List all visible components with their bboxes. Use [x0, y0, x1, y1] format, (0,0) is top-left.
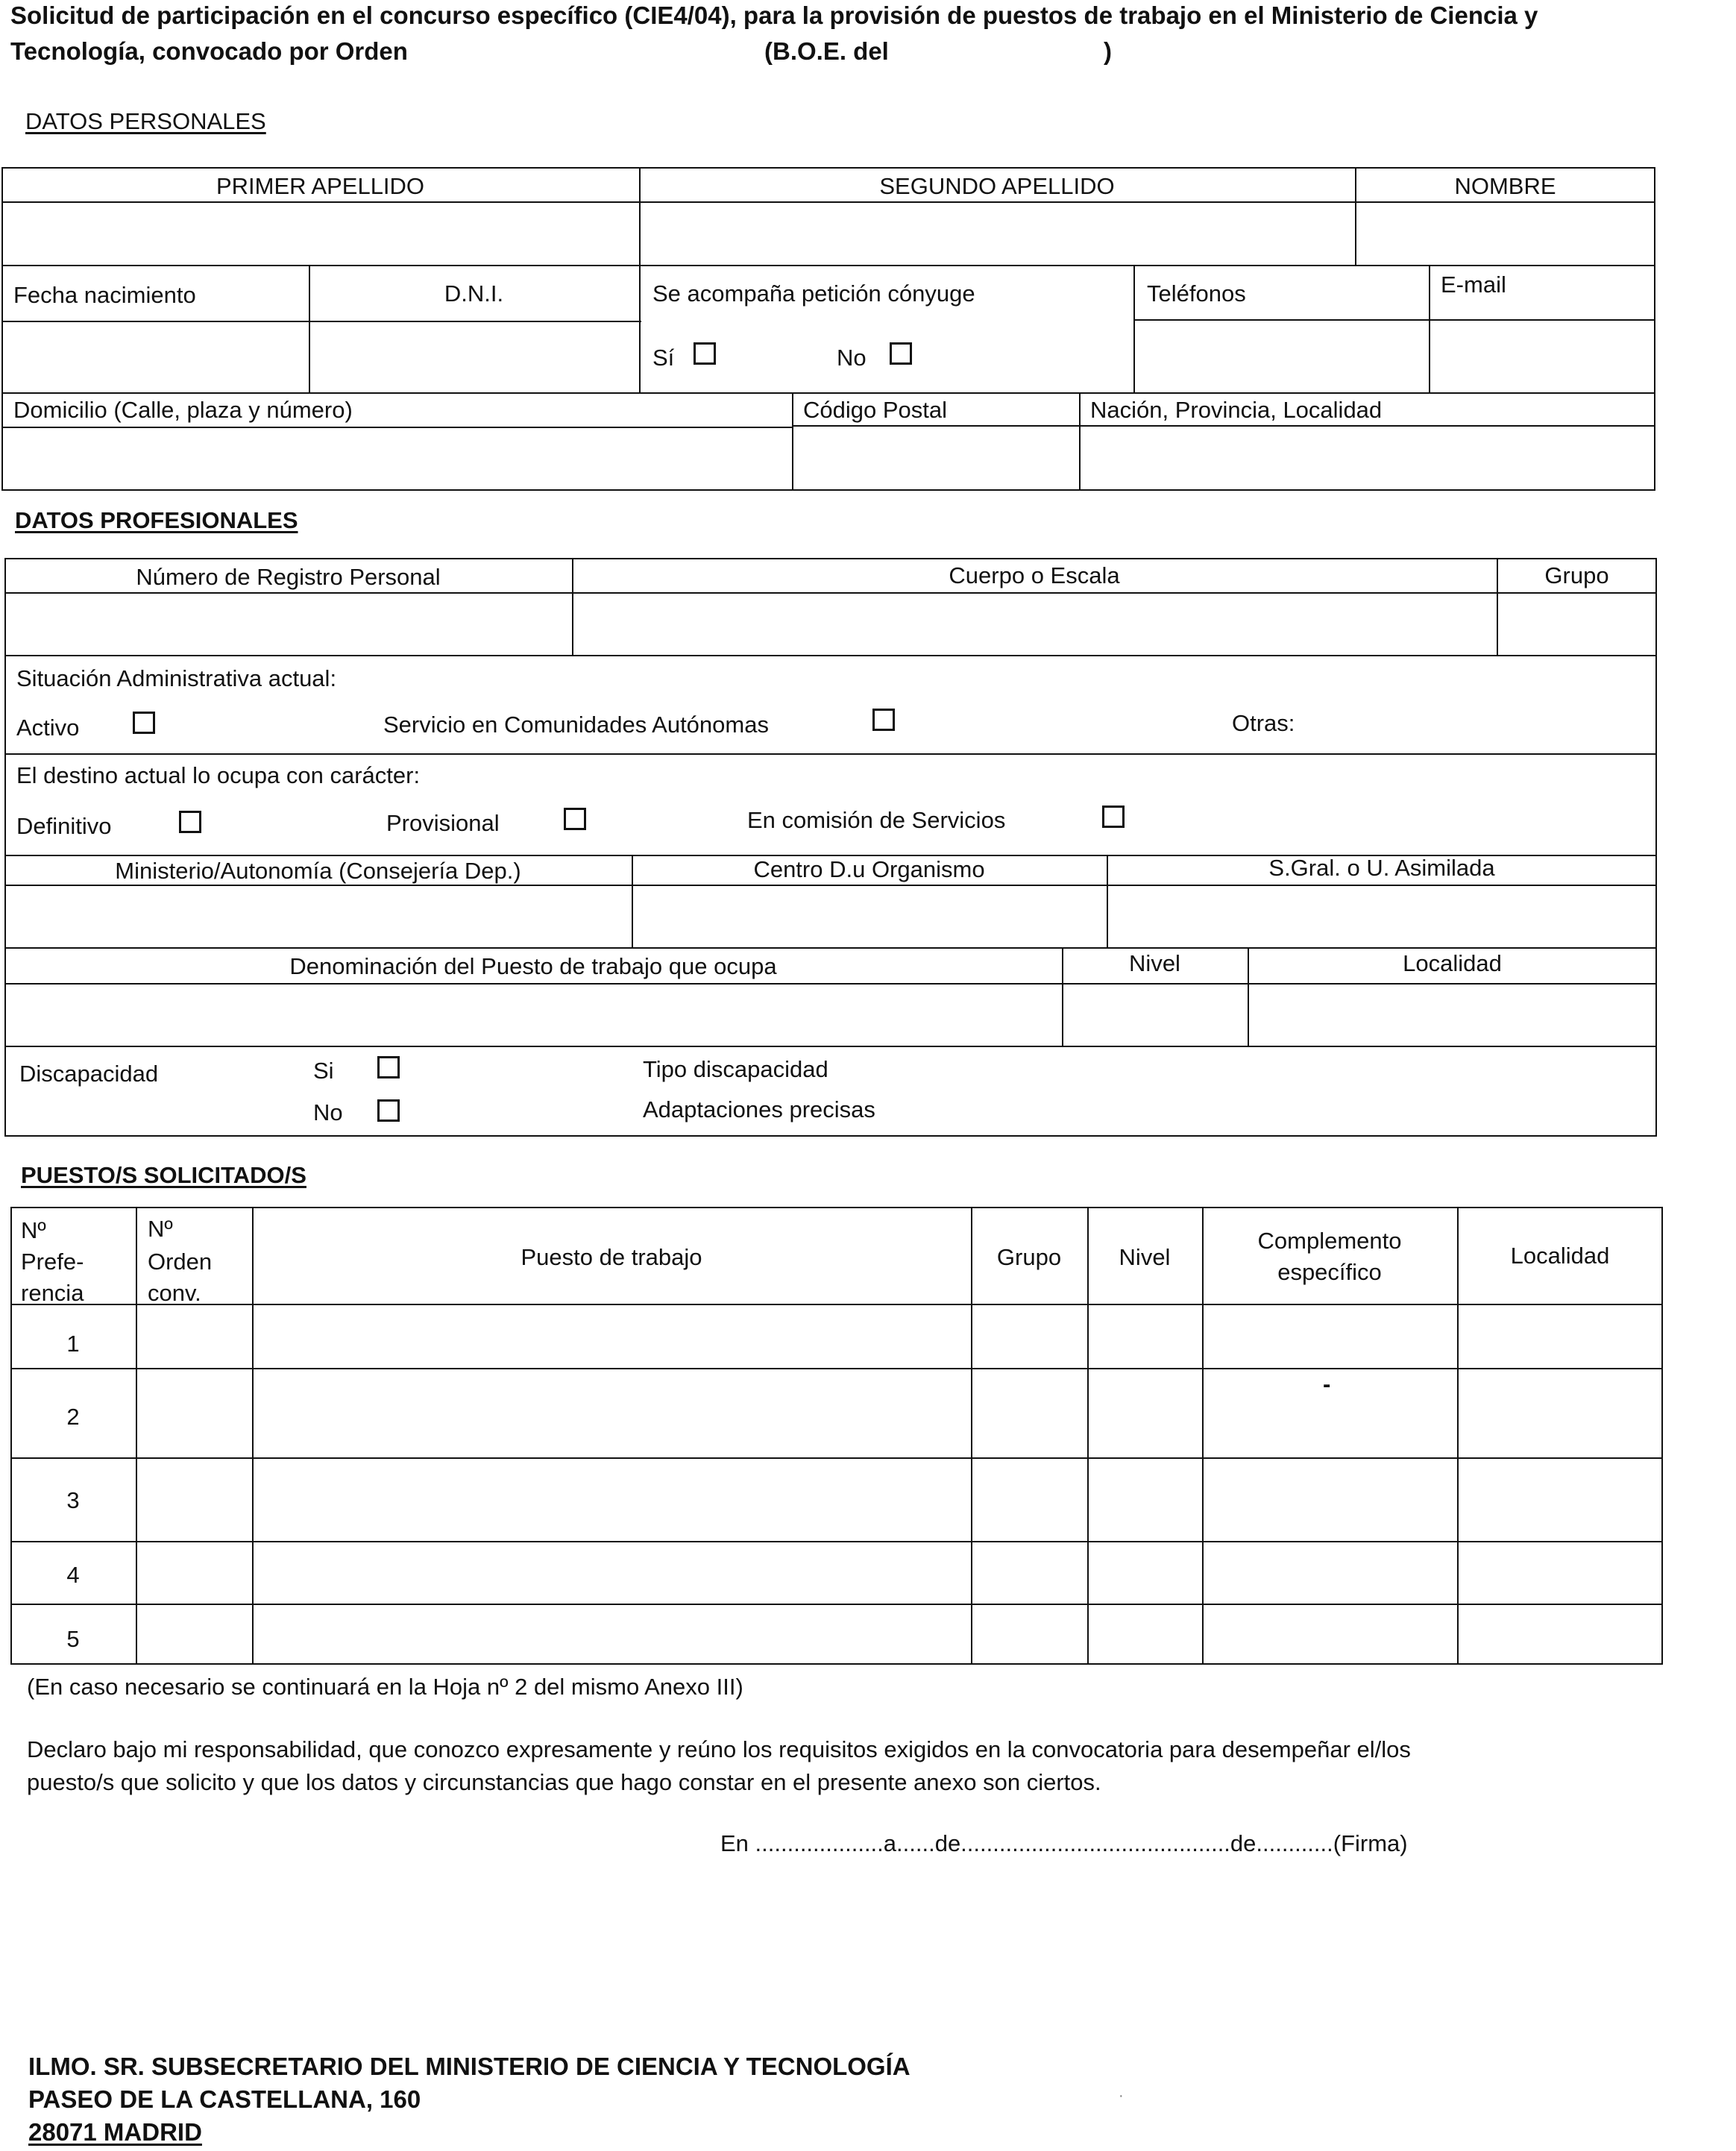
label-tipo-discapacidad: Tipo discapacidad [643, 1056, 828, 1082]
checkbox-provisional[interactable] [564, 808, 586, 830]
header-localidad: Localidad [1510, 1243, 1610, 1269]
row-number-3: 3 [66, 1487, 80, 1513]
input-nivel[interactable] [1065, 986, 1245, 1043]
table-row[interactable] [139, 1371, 1660, 1455]
label-segundo-apellido: SEGUNDO APELLIDO [879, 173, 1115, 199]
stray-mark: - [1323, 1371, 1331, 1397]
header-orden-line3: conv. [148, 1280, 201, 1306]
section-title-requested: PUESTO/S SOLICITADO/S [21, 1162, 306, 1188]
header-complemento-line2: específico [1277, 1259, 1382, 1285]
label-nombre: NOMBRE [1454, 173, 1556, 199]
header-complemento-line1: Complemento [1257, 1228, 1402, 1254]
label-servicio-ccaa: Servicio en Comunidades Autónomas [383, 712, 769, 738]
form-title-line1: Solicitud de participación en el concurso específico (CIE4/04), para la provisión de puestos de trabajo en el Ministerio de Ciencia y [10, 1, 1538, 29]
label-comision-servicios: En comisión de Servicios [747, 807, 1006, 833]
boe-close-paren: ) [1104, 37, 1112, 65]
header-puesto-trabajo: Puesto de trabajo [521, 1244, 702, 1270]
boe-label: (B.O.E. del [764, 37, 889, 65]
row-number-4: 4 [66, 1562, 80, 1588]
declaration-line1: Declaro bajo mi responsabilidad, que conozco expresamente y reúno los requisitos exigidos en la convocatoria para desempeñar el/los [27, 1736, 1411, 1762]
address-line3: 28071 MADRID [28, 2118, 202, 2146]
input-centro[interactable] [635, 888, 1104, 945]
input-telefonos[interactable] [1136, 322, 1427, 390]
label-activo: Activo [16, 715, 80, 741]
input-sgral[interactable] [1110, 888, 1655, 945]
label-nacion-provincia: Nación, Provincia, Localidad [1090, 397, 1383, 423]
form-title-line2: Tecnología, convocado por Orden [10, 37, 408, 65]
label-cuerpo-escala: Cuerpo o Escala [949, 562, 1120, 588]
declaration-line2: puesto/s que solicito y que los datos y circunstancias que hago constar en el presente anexo son ciertos. [27, 1769, 1101, 1795]
input-domicilio[interactable] [4, 430, 790, 489]
input-primer-apellido[interactable] [4, 204, 637, 263]
checkbox-conyuge-no[interactable] [890, 342, 912, 365]
label-sgral: S.Gral. o U. Asimilada [1268, 855, 1495, 881]
address-line1: ILMO. SR. SUBSECRETARIO DEL MINISTERIO DE CIENCIA Y TECNOLOGÍA [28, 2053, 911, 2080]
label-ministerio: Ministerio/Autonomía (Consejería Dep.) [115, 858, 521, 884]
row-number-1: 1 [66, 1331, 80, 1357]
input-dni[interactable] [312, 324, 637, 390]
checkbox-definitivo[interactable] [179, 811, 201, 833]
label-discapacidad-si: Si [313, 1058, 334, 1084]
input-ministerio[interactable] [7, 888, 629, 945]
input-grupo[interactable] [1500, 595, 1655, 653]
checkbox-conyuge-si[interactable] [694, 342, 716, 365]
continuation-note: (En caso necesario se continuará en la Hoja nº 2 del mismo Anexo III) [27, 1674, 743, 1700]
label-situacion-administrativa: Situación Administrativa actual: [16, 665, 337, 691]
input-nacion-provincia[interactable] [1082, 428, 1653, 489]
input-denominacion-puesto[interactable] [7, 986, 1059, 1043]
input-codigo-postal[interactable] [795, 428, 1077, 489]
checkbox-servicio-ccaa[interactable] [872, 709, 895, 731]
label-discapacidad-no: No [313, 1099, 343, 1125]
input-localidad[interactable] [1251, 986, 1655, 1043]
row-number-2: 2 [66, 1404, 80, 1430]
header-orden-line1: Nº [148, 1216, 173, 1242]
checkbox-discapacidad-no[interactable] [377, 1099, 400, 1122]
label-domicilio: Domicilio (Calle, plaza y número) [13, 397, 353, 423]
label-centro: Centro D.u Organismo [753, 856, 985, 882]
section-title-professional: DATOS PROFESIONALES [15, 507, 298, 533]
label-localidad: Localidad [1403, 950, 1502, 976]
label-grupo: Grupo [1544, 562, 1609, 588]
checkbox-comision-servicios[interactable] [1102, 806, 1125, 828]
table-row[interactable] [139, 1544, 1660, 1601]
label-conyuge-si: Sí [652, 345, 675, 371]
signature-line[interactable]: En ....................a......de..........................................de............(Firma) [720, 1830, 1408, 1856]
checkbox-discapacidad-si[interactable] [377, 1056, 400, 1078]
label-discapacidad: Discapacidad [19, 1061, 159, 1087]
label-dni: D.N.I. [444, 280, 504, 307]
label-conyuge-no: No [837, 345, 867, 371]
label-definitivo: Definitivo [16, 813, 112, 839]
input-cuerpo-escala[interactable] [575, 595, 1494, 653]
label-otras: Otras: [1232, 710, 1295, 736]
input-nrp[interactable] [7, 595, 569, 653]
address-line2: PASEO DE LA CASTELLANA, 160 [28, 2085, 421, 2113]
table-row[interactable] [139, 1307, 1660, 1366]
row-number-5: 5 [66, 1626, 80, 1652]
header-pref-line2: Prefe- [21, 1249, 84, 1275]
header-grupo: Grupo [996, 1244, 1062, 1270]
header-orden-line2: Orden [148, 1249, 213, 1275]
label-primer-apellido: PRIMER APELLIDO [216, 173, 425, 199]
input-fecha-nacimiento[interactable] [4, 324, 306, 390]
label-codigo-postal: Código Postal [803, 397, 948, 423]
header-pref-line3: rencia [21, 1280, 84, 1306]
label-provisional: Provisional [386, 810, 500, 836]
label-email: E-mail [1441, 271, 1506, 298]
label-fecha-nacimiento: Fecha nacimiento [13, 282, 196, 308]
input-nombre[interactable] [1358, 204, 1653, 263]
header-pref-line1: Nº [21, 1217, 46, 1243]
label-destino-actual: El destino actual lo ocupa con carácter: [16, 762, 421, 788]
table-row[interactable] [139, 1607, 1660, 1662]
input-segundo-apellido[interactable] [642, 204, 1353, 263]
section-title-personal: DATOS PERSONALES [25, 108, 266, 134]
label-adaptaciones: Adaptaciones precisas [643, 1096, 875, 1122]
header-nivel: Nivel [1119, 1244, 1171, 1270]
tiny-mark: · [1119, 2088, 1124, 2104]
label-telefonos: Teléfonos [1147, 280, 1246, 307]
label-nivel: Nivel [1129, 950, 1180, 976]
checkbox-activo[interactable] [133, 712, 155, 734]
label-denominacion-puesto: Denominación del Puesto de trabajo que ocupa [289, 953, 777, 979]
label-conyuge: Se acompaña petición cónyuge [652, 280, 975, 307]
label-nrp: Número de Registro Personal [136, 564, 441, 590]
table-row[interactable] [139, 1460, 1660, 1539]
input-email[interactable] [1432, 322, 1653, 390]
